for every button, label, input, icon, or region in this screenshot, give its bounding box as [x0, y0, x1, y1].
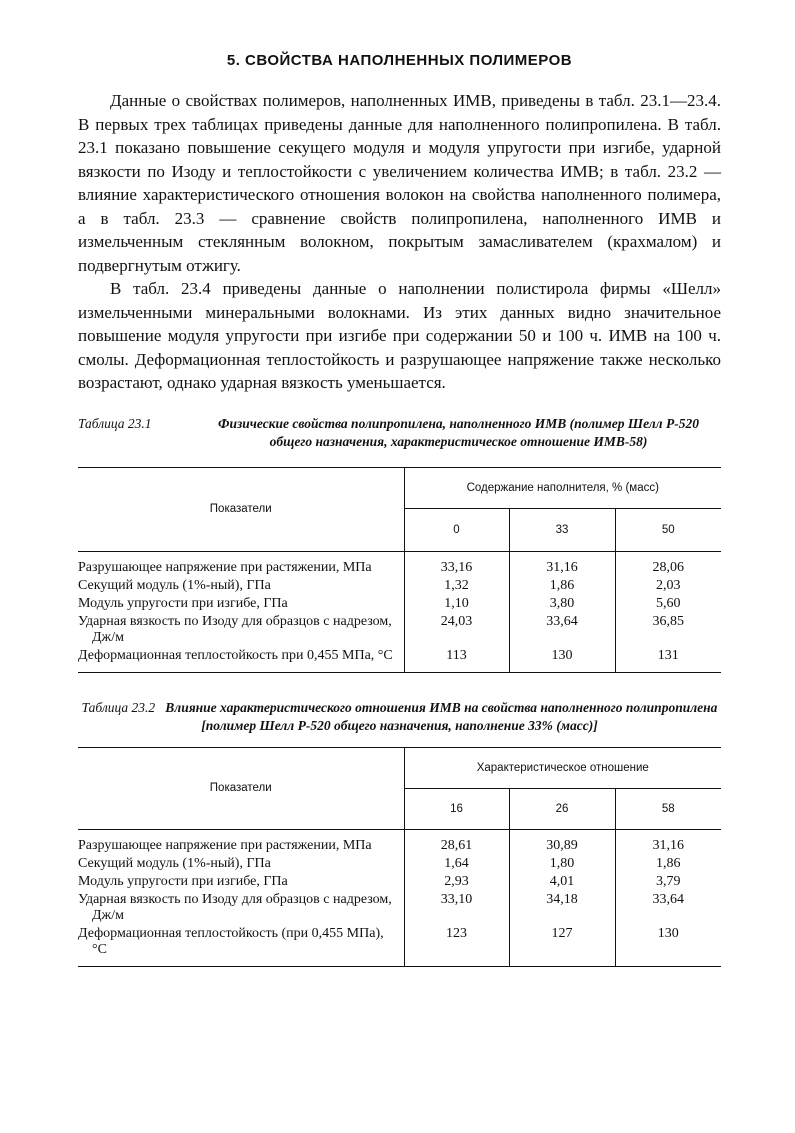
cell-value: 127 [509, 925, 615, 967]
cell-value: 3,80 [509, 595, 615, 613]
table-row [78, 595, 721, 613]
row-label: Ударная вязкость по Изоду для образцов с надрезом, Дж/м [78, 891, 392, 923]
table2-caption-text: Влияние характеристического отношения ИМВ на свойства наполненного полипропилена [полимер Шелл Р-520 общего назначения, наполнение 33% (масс)] [165, 699, 718, 733]
table-23-1 [78, 467, 721, 673]
cell-value: 123 [404, 925, 509, 967]
table1-group-header: Содержание наполнителя, % (масс) [404, 467, 721, 508]
row-label: Секущий модуль (1%-ный), ГПа [78, 855, 271, 871]
paragraph-1: Данные о свойствах полимеров, наполненных ИМВ, приведены в табл. 23.1—23.4. В первых трех таблицах приведены данные для наполненного полипропилена. В табл. 23.1 показано повышение секущего модуля и модуля упругости при изгибе, ударной вязкости по Изоду и теплостойкости с увеличением количества ИМВ; в табл. 23.2 — влияние характеристического отношения волокон на свойства наполненного полимера, а в табл. 23.3 — сравнение свойств полипропилена, наполненного ИМВ и измельченным стеклянным волокном, покрытым замасливателем (крахмалом) и подвергнутым отжигу. [78, 91, 721, 275]
table-row [78, 829, 721, 855]
cell-value: 130 [615, 925, 721, 967]
cell-value: 2,93 [404, 873, 509, 891]
table-row [78, 551, 721, 577]
cell-value: 5,60 [615, 595, 721, 613]
table1-caption [78, 415, 721, 451]
cell-value: 28,61 [404, 829, 509, 855]
paragraph-2: В табл. 23.4 приведены данные о наполнении полистирола фирмы «Шелл» измельченными минеральными волокнами. Из этих данных видно значительное повышение модуля упругости при изгибе при содержании 50 и 100 ч. ИМВ на 100 ч. смолы. Деформационная теплостойкость и разрушающее напряжение также несколько возрастают, однако ударная вязкость уменьшается. [78, 279, 721, 392]
cell-value: 31,16 [509, 551, 615, 577]
cell-value: 33,10 [404, 891, 509, 925]
row-label: Деформационная теплостойкость при 0,455 МПа, °С [78, 647, 393, 663]
cell-value: 33,64 [615, 891, 721, 925]
cell-value: 1,86 [509, 577, 615, 595]
table-row [78, 613, 721, 647]
cell-value: 2,03 [615, 577, 721, 595]
table2-col-header: Показатели [209, 782, 272, 794]
table2-col-1: 26 [509, 788, 615, 829]
cell-value: 3,79 [615, 873, 721, 891]
cell-value: 1,64 [404, 855, 509, 873]
table1-number: Таблица 23.1 [78, 415, 152, 431]
table-row [78, 891, 721, 925]
table1-caption-text: Физические свойства полипропилена, наполненного ИМВ (полимер Шелл Р-520 общего назначения, характеристическое отношение ИМВ-58) [218, 415, 699, 449]
section-heading: 5. СВОЙСТВА НАПОЛНЕННЫХ ПОЛИМЕРОВ [226, 52, 573, 69]
cell-value: 130 [509, 647, 615, 673]
table-23-2 [78, 747, 721, 967]
table1-col-2: 50 [615, 508, 721, 551]
cell-value: 1,32 [404, 577, 509, 595]
table1-col-0: 0 [404, 508, 509, 551]
row-label: Модуль упругости при изгибе, ГПа [78, 595, 288, 611]
table2-group-header: Характеристическое отношение [404, 747, 721, 788]
row-label: Секущий модуль (1%-ный), ГПа [78, 577, 271, 593]
row-label: Разрушающее напряжение при растяжении, МПа [78, 837, 372, 853]
table-row [78, 873, 721, 891]
cell-value: 4,01 [509, 873, 615, 891]
table2-number: Таблица 23.2 [81, 699, 156, 715]
row-label: Деформационная теплостойкость (при 0,455 МПа), °С [78, 925, 384, 957]
cell-value: 113 [404, 647, 509, 673]
cell-value: 1,80 [509, 855, 615, 873]
row-label: Модуль упругости при изгибе, ГПа [78, 873, 288, 889]
table-row [78, 647, 721, 673]
table1-col-header: Показатели [209, 503, 272, 515]
table-row [78, 577, 721, 595]
table2-caption [78, 699, 721, 735]
cell-value: 36,85 [615, 613, 721, 647]
cell-value: 28,06 [615, 551, 721, 577]
table2-col-0: 16 [404, 788, 509, 829]
cell-value: 1,86 [615, 855, 721, 873]
table2-col-2: 58 [615, 788, 721, 829]
document-page [78, 52, 721, 967]
cell-value: 131 [615, 647, 721, 673]
cell-value: 31,16 [615, 829, 721, 855]
table-row [78, 855, 721, 873]
cell-value: 24,03 [404, 613, 509, 647]
table1-col-1: 33 [509, 508, 615, 551]
cell-value: 33,16 [404, 551, 509, 577]
row-label: Ударная вязкость по Изоду для образцов с надрезом, Дж/м [78, 613, 392, 645]
cell-value: 34,18 [509, 891, 615, 925]
cell-value: 33,64 [509, 613, 615, 647]
row-label: Разрушающее напряжение при растяжении, МПа [78, 559, 372, 575]
cell-value: 1,10 [404, 595, 509, 613]
cell-value: 30,89 [509, 829, 615, 855]
table-row [78, 925, 721, 967]
